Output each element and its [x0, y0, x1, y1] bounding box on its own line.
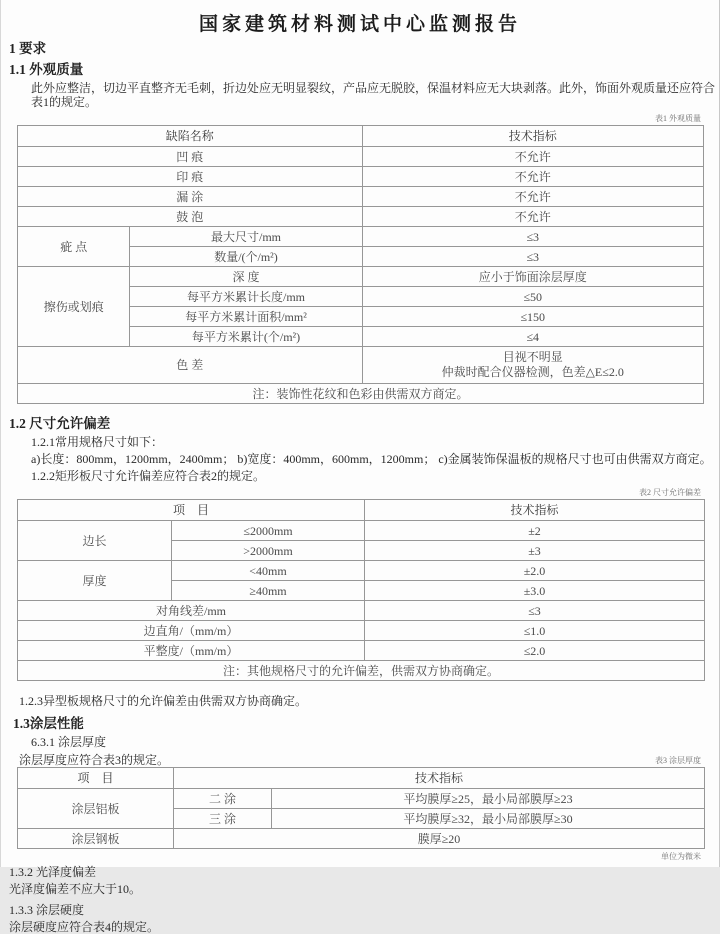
table-cell: 边直角/（mm/m）	[18, 621, 365, 641]
table2-header-spec: 技术指标	[365, 500, 705, 521]
table-cell: ≤50	[362, 287, 704, 307]
paragraph-1-2-2: 1.2.2矩形板尺寸允许偏差应符合表2的规定。	[31, 469, 266, 483]
table2-caption: 表2 尺寸允许偏差	[639, 488, 701, 497]
table-group-label: 厚度	[18, 561, 172, 601]
table-cell: 不允许	[362, 207, 704, 227]
table-row	[18, 187, 704, 207]
table-group-label: 擦伤或划痕	[18, 267, 130, 347]
heading-1-requirements: 1 要求	[9, 41, 47, 56]
heading-1-3-coating: 1.3涂层性能	[13, 716, 84, 731]
table-header-row	[18, 500, 705, 521]
table-row	[18, 207, 704, 227]
table-cell: ±2	[365, 521, 705, 541]
table-cell: 涂层钢板	[18, 829, 174, 849]
table-cell: 鼓 泡	[18, 207, 363, 227]
table-cell: >2000mm	[172, 541, 365, 561]
table-cell: ≤4	[362, 327, 704, 347]
table-row	[18, 621, 705, 641]
paragraph-coating-thickness: 涂层厚度应符合表3的规定。	[19, 753, 170, 767]
table-cell: 不允许	[362, 187, 704, 207]
heading-1-1-appearance: 1.1 外观质量	[9, 62, 84, 77]
table2-header-item: 项 目	[18, 500, 365, 521]
table-cell: ≤2000mm	[172, 521, 365, 541]
table-group-label: 涂层铝板	[18, 789, 174, 829]
table-note-row	[18, 384, 704, 404]
heading-6-3-1: 6.3.1 涂层厚度	[31, 735, 107, 749]
table-cell: 平均膜厚≥32，最小局部膜厚≥30	[272, 809, 705, 829]
table1-note: 注：装饰性花纹和色彩由供需双方商定。	[18, 384, 704, 404]
table-row	[18, 147, 704, 167]
table-cell: ≥40mm	[172, 581, 365, 601]
table-row	[18, 561, 705, 581]
table-group-label: 边长	[18, 521, 172, 561]
table-note-row	[18, 661, 705, 681]
table-row	[18, 521, 705, 541]
table-cell: 三 涂	[174, 809, 272, 829]
table-cell: 每平方米累计(个/m²)	[130, 327, 362, 347]
table1-appearance-quality	[17, 125, 704, 404]
table-cell: 印 痕	[18, 167, 363, 187]
table-cell: 平均膜厚≥25，最小局部膜厚≥23	[272, 789, 705, 809]
table3-caption: 表3 涂层厚度	[655, 756, 701, 765]
paragraph-1-2-3: 1.2.3异型板规格尺寸的允许偏差由供需双方协商确定。	[19, 694, 308, 708]
heading-1-2-dimensions: 1.2 尺寸允许偏差	[9, 416, 111, 431]
table-row	[18, 789, 705, 809]
table-cell: ≤2.0	[365, 641, 705, 661]
table3-header-spec: 技术指标	[174, 768, 705, 789]
table-cell: ≤3	[362, 247, 704, 267]
table-header-row	[18, 126, 704, 147]
table-cell: ≤3	[365, 601, 705, 621]
table-cell: 数量/(个/m²)	[130, 247, 362, 267]
table-cell: 漏 涂	[18, 187, 363, 207]
paragraph-coating-hardness: 涂层硬度应符合表4的规定。	[9, 920, 160, 934]
page-title: 国家建筑材料测试中心监测报告	[198, 14, 521, 35]
heading-1-3-2: 1.3.2 光泽度偏差	[9, 865, 97, 879]
table-cell: ±2.0	[365, 561, 705, 581]
table-row	[18, 829, 705, 849]
table-cell: 每平方米累计面积/mm²	[130, 307, 362, 327]
table-cell: 最大尺寸/mm	[130, 227, 362, 247]
table3-header-item: 项 目	[18, 768, 174, 789]
table-header-row	[18, 768, 705, 789]
table-cell: 二 涂	[174, 789, 272, 809]
table-row	[18, 601, 705, 621]
heading-1-3-3: 1.3.3 涂层硬度	[9, 903, 85, 917]
table2-dimension-tolerance	[17, 499, 705, 681]
table-cell: 膜厚≥20	[174, 829, 705, 849]
table-cell: ≤1.0	[365, 621, 705, 641]
paragraph-appearance-requirements: 此外应整洁，切边平直整齐无毛刺，折边处应无明显裂纹，产品应无脱胶，保温材料应无大块剥落。此外，饰面外观质量还应符合表1的规定。	[31, 81, 716, 109]
paragraph-size-list: a)长度：800mm，1200mm，2400mm； b)宽度：400mm，600mm，1200mm； c)金属装饰保温板的规格尺寸也可由供需双方商定。	[31, 452, 712, 466]
color-diff-line1: 目视不明显	[502, 350, 563, 364]
table3-caption-line	[1, 753, 719, 767]
table-cell: 对角线差/mm	[18, 601, 365, 621]
table1-caption: 表1 外观质量	[655, 114, 701, 123]
table-cell: ±3.0	[365, 581, 705, 601]
table-cell: ±3	[365, 541, 705, 561]
table-group-label: 色 差	[18, 347, 363, 384]
table-row-color-diff	[18, 347, 704, 384]
table-row	[18, 167, 704, 187]
table-cell: 平整度/（mm/m）	[18, 641, 365, 661]
table1-header-defect: 缺陷名称	[18, 126, 363, 147]
table-cell: ≤3	[362, 227, 704, 247]
table3-unit-note: 单位为微米	[661, 852, 701, 861]
table-row	[18, 267, 704, 287]
table-cell-color-diff-spec	[362, 347, 704, 384]
table-cell: 深 度	[130, 267, 362, 287]
table-group-label: 疵 点	[18, 227, 130, 267]
table-row	[18, 641, 705, 661]
table-cell: ≤150	[362, 307, 704, 327]
table3-coating-thickness	[17, 767, 705, 849]
table-cell: 应小于饰面涂层厚度	[362, 267, 704, 287]
table2-note: 注：其他规格尺寸的允许偏差，供需双方协商确定。	[18, 661, 705, 681]
table-row	[18, 227, 704, 247]
paragraph-1-2-1: 1.2.1常用规格尺寸如下：	[31, 435, 164, 449]
table-cell: 不允许	[362, 147, 704, 167]
table1-header-spec: 技术指标	[362, 126, 704, 147]
table-cell: 不允许	[362, 167, 704, 187]
table-cell: 凹 痕	[18, 147, 363, 167]
color-diff-line2: 仲裁时配合仪器检测，色差△E≤2.0	[441, 365, 624, 379]
table-cell: 每平方米累计长度/mm	[130, 287, 362, 307]
table-cell: <40mm	[172, 561, 365, 581]
paragraph-gloss-deviation: 光泽度偏差不应大于10。	[9, 882, 142, 896]
